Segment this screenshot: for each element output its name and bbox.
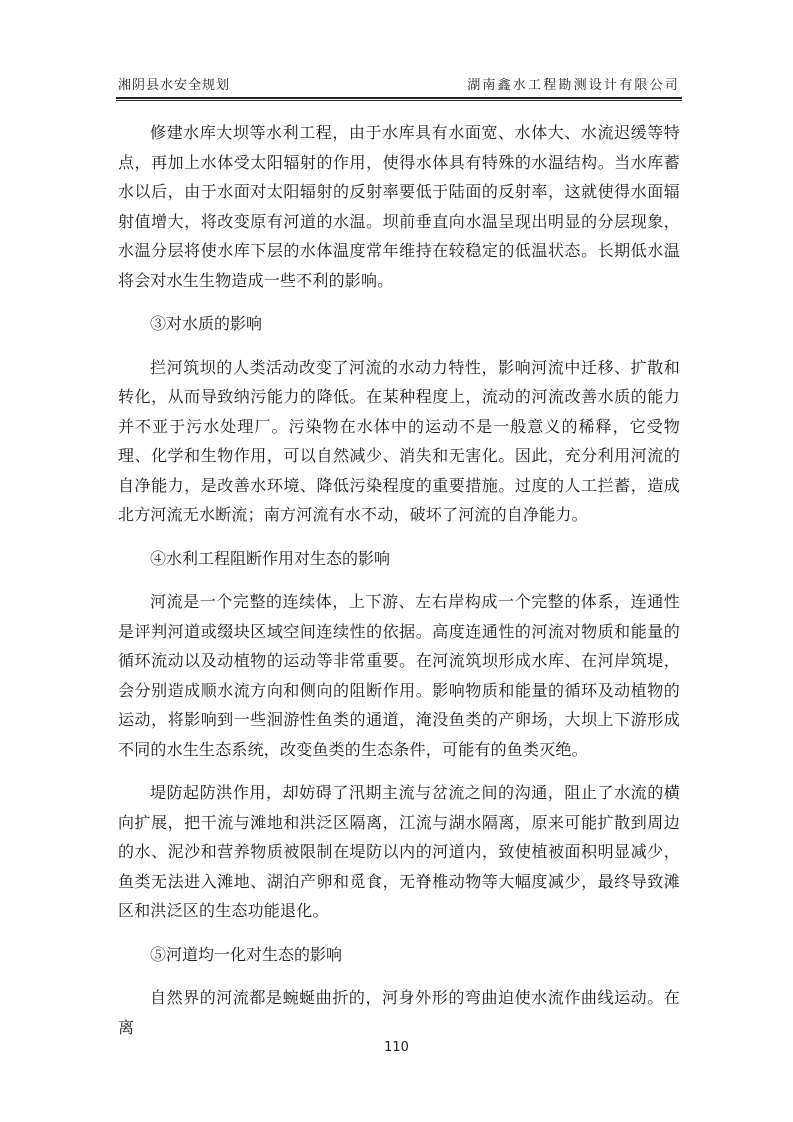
- section-heading-water-quality: ③对水质的影响: [150, 314, 263, 333]
- header-rule-thick: [116, 97, 682, 99]
- section-heading-channel-uniformity: ⑤河道均一化对生态的影响: [150, 944, 343, 964]
- header-document-title: 湘阴县水安全规划: [118, 78, 231, 93]
- paragraph-river-continuity: 河流是一个完整的连续体，上下游、左右岸构成一个完整的体系，连通性是评判河道或缀块区域空间连续性的依据。高度连通性的河流对物质和能量的循环流动以及动植物的运动等非常重要。在河流筑坝形成水库、在河岸筑堤，会分别造成顺水流方向和侧向的阻断作用。影响物质和能量的循环及动植物的运动，将影响到一些洄游性鱼类的通道，淹没鱼类的产卵场，大坝上下游形成不同的水生生态系统，改变鱼类的生态条件，可能有的鱼类灭绝。: [118, 592, 680, 759]
- section-heading-blocking-effect: ④水利工程阻断作用对生态的影响: [150, 548, 391, 568]
- page-body: [118, 118, 680, 1042]
- paragraph-water-quality: 拦河筑坝的人类活动改变了河流的水动力特性，影响河流中迁移、扩散和转化，从而导致纳污能力的降低。在某种程度上，流动的河流改善水质的能力并不亚于污水处理厂。污染物在水体中的运动不是一般意义的稀释，它受物理、化学和生物作用，可以自然减少、消失和无害化。因此，充分利用河流的自净能力，是改善水环境、降低污染程度的重要措施。过度的人工拦蓄，造成北方河流无水断流；南方河流有水不动，破坏了河流的自净能力。: [118, 357, 680, 524]
- header-company-name: 湖南鑫水工程勘测设计有限公司: [467, 78, 680, 93]
- page-number: 110: [384, 1040, 409, 1055]
- paragraph-water-temperature: 修建水库大坝等水利工程，由于水库具有水面宽、水体大、水流迟缓等特点，再加上水体受太阳辐射的作用，使得水体具有特殊的水温结构。当水库蓄水以后，由于水面对太阳辐射的反射率要低于陆面的反射率，这就使得水面辐射值增大，将改变原有河道的水温。坝前垂直向水温呈现出明显的分层现象，水温分层将使水库下层的水体温度常年维持在较稳定的低温状态。长期低水温将会对水生生物造成一些不利的影响。: [118, 123, 680, 290]
- header-rule-thin: [116, 100, 682, 101]
- page-header: [118, 74, 680, 94]
- paragraph-embankment-effect: 堤防起防洪作用，却妨碍了汛期主流与岔流之间的沟通，阻止了水流的横向扩展，把干流与滩地和洪泛区隔离，江流与湖水隔离，原来可能扩散到周边的水、泥沙和营养物质被限制在堤防以内的河道内，致使植被面积明显减少，鱼类无法进入滩地、湖泊产卵和觅食，无脊椎动物等大幅度减少，最终导致滩区和洪泛区的生态功能退化。: [118, 783, 680, 920]
- paragraph-meandering-rivers: 自然界的河流都是蜿蜒曲折的，河身外形的弯曲迫使水流作曲线运动。在离: [118, 988, 680, 1037]
